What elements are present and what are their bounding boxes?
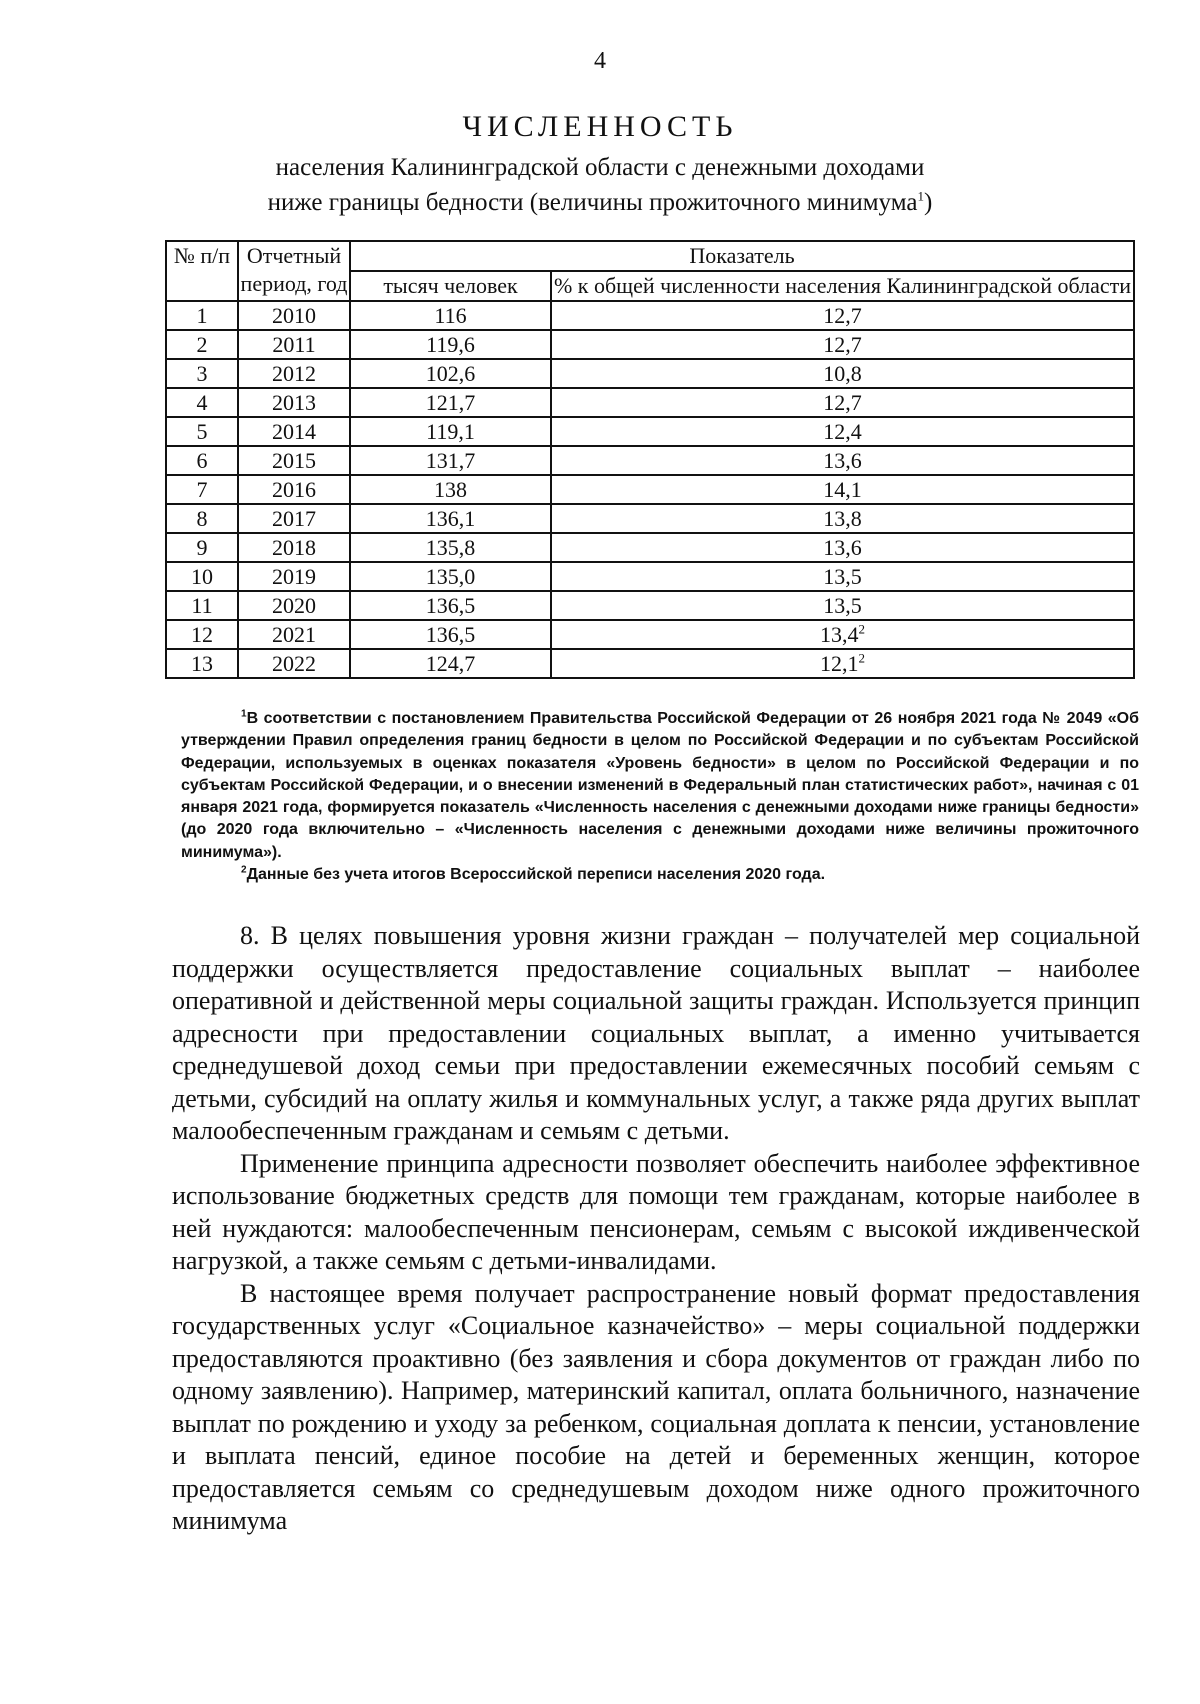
paragraph-2: Применение принципа адресности позволяет обеспечить наиболее эффективное использование бюджетных средств для помощи тем гражданам, которые наиболее в ней нуждаются: малообеспеченным пенсионерам, семьям с высокой иждивенческой нагрузкой, а также семьям с детьми-инвалидами. bbox=[172, 1148, 1140, 1275]
row-num-cell-value: 13 bbox=[191, 651, 213, 676]
row-thousands-cell bbox=[350, 591, 551, 620]
row-thousands-cell-value: 136,5 bbox=[425, 593, 476, 618]
document-subtitle bbox=[0, 150, 1200, 220]
row-year-cell-value: 2019 bbox=[272, 564, 316, 589]
row-thousands-cell-value: 136,5 bbox=[425, 622, 476, 647]
row-year-cell-value: 2014 bbox=[272, 419, 316, 444]
row-thousands-cell-value: 135,8 bbox=[425, 535, 476, 560]
row-num-cell-value: 10 bbox=[191, 564, 213, 589]
row-thousands-cell bbox=[350, 649, 551, 678]
row-thousands-cell bbox=[350, 562, 551, 591]
header-percent: % к общей численности населения Калининградской области bbox=[551, 271, 1134, 301]
row-year-cell-value: 2015 bbox=[272, 448, 316, 473]
row-thousands-cell-value: 131,7 bbox=[425, 448, 476, 473]
row-percent-cell bbox=[551, 475, 1134, 504]
paragraph-1: 8. В целях повышения уровня жизни граждан – получателей мер социальной поддержки осуществляется предоставление социальных выплат – наиболее оперативной и действенной меры социальной защиты граждан. Используется принцип адресности при предоставлении социальных выплат, а именно учитывается среднедушевой доход семьи при предоставлении ежемесячных пособий семьям с детьми, субсидий на оплату жилья и коммунальных услуг, а также ряда других выплат малообеспеченным гражданам и семьям с детьми. bbox=[172, 921, 1140, 1145]
row-year-cell bbox=[238, 446, 350, 475]
row-num-cell-value: 6 bbox=[196, 448, 208, 473]
row-num-cell-value: 7 bbox=[196, 477, 208, 502]
table-row bbox=[166, 649, 1134, 678]
row-num-cell-value: 5 bbox=[196, 419, 208, 444]
footnote-1 bbox=[181, 708, 1139, 864]
row-num-cell-value: 1 bbox=[196, 303, 208, 328]
row-num-cell-value: 4 bbox=[196, 390, 208, 415]
row-thousands-cell bbox=[350, 504, 551, 533]
row-percent-cell-value: 13,5 bbox=[823, 593, 862, 618]
row-year-cell bbox=[238, 591, 350, 620]
footnote-2-text: Данные без учета итогов Всероссийской переписи населения 2020 года. bbox=[246, 866, 826, 884]
footnote-1-text: В соответствии с постановлением Правительства Российской Федерации от 26 ноября 2021 года № 2049 «Об утверждении Правил определения границ бедности в целом по Российской Федерации и по субъектам Российской Федерации, используемых в оценках показателя «Уровень бедности» в целом по Российской Федерации и по субъектам Российской Федерации, и о внесении изменений в Федеральный план статистических работ», начиная с 01 января 2021 года, формируется показатель «Численность населения с денежными доходами ниже границы бедности» (до 2020 года включительно – «Численность населения с денежными доходами ниже величины прожиточного минимума»). bbox=[181, 710, 1139, 861]
row-year-cell bbox=[238, 330, 350, 359]
header-thousands: тысяч человек bbox=[350, 271, 551, 301]
subtitle-line-2-text: ниже границы бедности (величины прожиточного минимума bbox=[267, 189, 918, 216]
footnote-2 bbox=[181, 864, 1139, 886]
footnotes bbox=[181, 708, 1139, 886]
row-footnote-mark: 2 bbox=[858, 650, 865, 666]
row-thousands-cell bbox=[350, 359, 551, 388]
row-num-cell bbox=[166, 417, 238, 446]
row-num-cell bbox=[166, 388, 238, 417]
row-year-cell bbox=[238, 417, 350, 446]
subtitle-line-1: населения Калининградской области с денежными доходами bbox=[275, 154, 925, 181]
row-num-cell bbox=[166, 504, 238, 533]
row-thousands-cell bbox=[350, 446, 551, 475]
body-text bbox=[172, 920, 1140, 1538]
table-row bbox=[166, 417, 1134, 446]
row-num-cell-value: 2 bbox=[196, 332, 208, 357]
row-year-cell bbox=[238, 562, 350, 591]
row-num-cell-value: 9 bbox=[196, 535, 208, 560]
header-num: № п/п bbox=[166, 241, 238, 301]
row-thousands-cell-value: 119,1 bbox=[426, 419, 475, 444]
row-year-cell-value: 2021 bbox=[272, 622, 316, 647]
row-percent-cell bbox=[551, 649, 1134, 678]
table-row bbox=[166, 388, 1134, 417]
table-row bbox=[166, 562, 1134, 591]
row-percent-cell bbox=[551, 562, 1134, 591]
row-num-cell bbox=[166, 591, 238, 620]
row-num-cell bbox=[166, 562, 238, 591]
row-year-cell bbox=[238, 620, 350, 649]
row-percent-cell-value: 12,7 bbox=[823, 303, 862, 328]
row-num-cell-value: 12 bbox=[191, 622, 213, 647]
row-percent-cell bbox=[551, 388, 1134, 417]
row-thousands-cell bbox=[350, 301, 551, 330]
footnote-1-mark: 1 bbox=[241, 708, 247, 720]
table-row bbox=[166, 330, 1134, 359]
table-body bbox=[166, 301, 1134, 678]
document-title: ЧИСЛЕННОСТЬ bbox=[462, 110, 738, 143]
row-year-cell bbox=[238, 388, 350, 417]
row-num-cell bbox=[166, 446, 238, 475]
row-year-cell bbox=[238, 301, 350, 330]
row-year-cell-value: 2011 bbox=[272, 332, 316, 357]
row-year-cell-value: 2010 bbox=[272, 303, 316, 328]
row-footnote-mark: 2 bbox=[858, 621, 865, 637]
row-thousands-cell-value: 136,1 bbox=[425, 506, 476, 531]
row-percent-cell-value: 13,4 bbox=[820, 622, 859, 647]
header-indicator: Показатель bbox=[350, 241, 1134, 271]
row-year-cell-value: 2013 bbox=[272, 390, 316, 415]
table-header bbox=[166, 241, 1134, 301]
row-percent-cell-value: 10,8 bbox=[823, 361, 862, 386]
row-percent-cell-value: 13,5 bbox=[823, 564, 862, 589]
row-thousands-cell bbox=[350, 388, 551, 417]
row-percent-cell-value: 13,8 bbox=[823, 506, 862, 531]
table-row bbox=[166, 359, 1134, 388]
row-thousands-cell bbox=[350, 330, 551, 359]
row-num-cell bbox=[166, 330, 238, 359]
row-percent-cell-value: 12,7 bbox=[823, 332, 862, 357]
row-thousands-cell bbox=[350, 417, 551, 446]
row-thousands-cell-value: 116 bbox=[434, 303, 467, 328]
header-period: Отчетный период, год bbox=[238, 241, 350, 301]
row-percent-cell-value: 12,4 bbox=[823, 419, 862, 444]
footnote-2-mark: 2 bbox=[241, 864, 247, 876]
row-year-cell-value: 2018 bbox=[272, 535, 316, 560]
row-num-cell-value: 11 bbox=[191, 593, 213, 618]
row-percent-cell-value: 14,1 bbox=[823, 477, 862, 502]
row-percent-cell bbox=[551, 620, 1134, 649]
row-num-cell bbox=[166, 533, 238, 562]
table-row bbox=[166, 591, 1134, 620]
row-num-cell bbox=[166, 649, 238, 678]
subtitle-close-paren: ) bbox=[923, 189, 933, 216]
row-thousands-cell bbox=[350, 533, 551, 562]
row-percent-cell bbox=[551, 417, 1134, 446]
paragraph-3: В настоящее время получает распространение новый формат предоставления государственных услуг «Социальное казначейство» – меры социальной поддержки предоставляются проактивно (без заявления и сбора документов от граждан либо по одному заявлению). Например, материнский капитал, оплата больничного, назначение выплат по рождению и уходу за ребенком, социальная доплата к пенсии, установление и выплата пенсий, единое пособие на детей и беременных женщин, которое предоставляется семьям со среднедушевым доходом ниже одного прожиточного минимума bbox=[172, 1278, 1140, 1535]
row-year-cell-value: 2016 bbox=[272, 477, 316, 502]
row-num-cell bbox=[166, 359, 238, 388]
row-percent-cell bbox=[551, 359, 1134, 388]
row-year-cell-value: 2020 bbox=[272, 593, 316, 618]
row-num-cell bbox=[166, 301, 238, 330]
table-row bbox=[166, 620, 1134, 649]
row-percent-cell bbox=[551, 591, 1134, 620]
row-percent-cell-value: 12,7 bbox=[823, 390, 862, 415]
table-row bbox=[166, 301, 1134, 330]
row-year-cell-value: 2017 bbox=[272, 506, 316, 531]
row-percent-cell-value: 12,1 bbox=[820, 651, 859, 676]
row-thousands-cell-value: 102,6 bbox=[425, 361, 476, 386]
row-year-cell bbox=[238, 533, 350, 562]
row-percent-cell-value: 13,6 bbox=[823, 535, 862, 560]
row-percent-cell bbox=[551, 301, 1134, 330]
row-thousands-cell-value: 135,0 bbox=[425, 564, 476, 589]
row-percent-cell-value: 13,6 bbox=[823, 448, 862, 473]
row-year-cell-value: 2012 bbox=[272, 361, 316, 386]
subtitle-footnote-mark: 1 bbox=[917, 188, 924, 204]
row-percent-cell bbox=[551, 446, 1134, 475]
row-year-cell bbox=[238, 359, 350, 388]
row-thousands-cell-value: 124,7 bbox=[425, 651, 476, 676]
row-percent-cell bbox=[551, 330, 1134, 359]
page-number: 4 bbox=[594, 48, 606, 74]
row-thousands-cell bbox=[350, 620, 551, 649]
table-row bbox=[166, 446, 1134, 475]
row-percent-cell bbox=[551, 504, 1134, 533]
row-year-cell-value: 2022 bbox=[272, 651, 316, 676]
row-thousands-cell-value: 138 bbox=[434, 477, 467, 502]
row-year-cell bbox=[238, 649, 350, 678]
table-row bbox=[166, 533, 1134, 562]
poverty-table bbox=[165, 240, 1135, 679]
table-row bbox=[166, 504, 1134, 533]
subtitle-line-2 bbox=[0, 185, 1200, 220]
row-percent-cell bbox=[551, 533, 1134, 562]
row-num-cell bbox=[166, 620, 238, 649]
table-row bbox=[166, 475, 1134, 504]
row-num-cell bbox=[166, 475, 238, 504]
row-thousands-cell-value: 119,6 bbox=[426, 332, 475, 357]
row-year-cell bbox=[238, 475, 350, 504]
row-thousands-cell bbox=[350, 475, 551, 504]
row-year-cell bbox=[238, 504, 350, 533]
row-thousands-cell-value: 121,7 bbox=[425, 390, 476, 415]
row-num-cell-value: 3 bbox=[196, 361, 208, 386]
row-num-cell-value: 8 bbox=[196, 506, 208, 531]
